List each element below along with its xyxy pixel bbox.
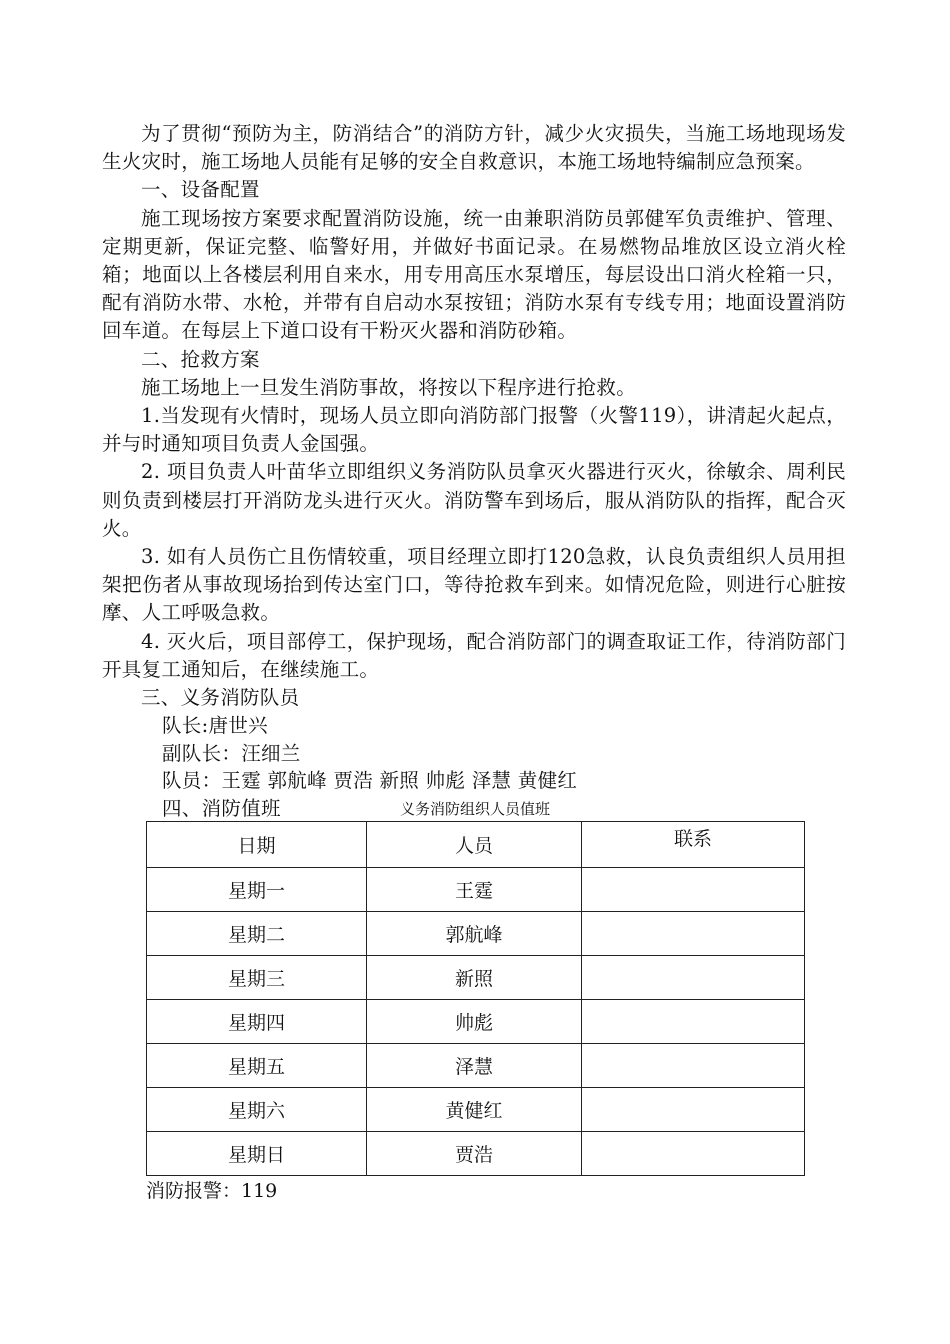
table-row [147,1088,805,1132]
table-row [147,1044,805,1088]
rescue-step-1: 1.当发现有火情时，现场人员立即向消防部门报警（火警119），讲清起火起点，并与时通知项目负责人金国强。 [102,404,846,456]
contact-cell [582,1132,805,1176]
contact-cell [582,956,805,1000]
captain-line: 队长:唐世兴 [162,714,268,738]
duty-table [146,821,805,1176]
intro-paragraph: 为了贯彻“预防为主，防消结合”的消防方针，减少火灾损失，当施工场地现场发生火灾时，施工场地人员能有足够的安全自救意识，本施工场地特编制应急预案。 [102,122,846,174]
table-row [147,1132,805,1176]
person-cell: 贾浩 [367,1132,582,1176]
contact-cell [582,1044,805,1088]
contact-cell [582,912,805,956]
person-cell: 泽慧 [367,1044,582,1088]
rescue-step-3: 3. 如有人员伤亡且伤情较重，项目经理立即打120急救，认良负责组织人员用担架把伤者从事故现场抬到传达室门口，等待抢救车到来。如情况危险，则进行心脏按摩、人工呼吸急救。 [102,545,846,625]
header-contact: 联系 [582,822,805,868]
section-heading-volunteers: 三、义务消防队员 [141,686,300,710]
duty-table-title: 义务消防组织人员值班 [399,800,550,818]
document-body [102,120,846,822]
vice-captain-line: 副队长：汪细兰 [162,741,301,765]
day-cell: 星期三 [147,956,367,1000]
table-row [147,912,805,956]
person-cell: 新照 [367,956,582,1000]
equipment-paragraph: 施工现场按方案要求配置消防设施，统一由兼职消防员郭健军负责维护、管理、定期更新，保证完整、临警好用，并做好书面记录。在易燃物品堆放区设立消火栓箱；地面以上各楼层利用自来水，用专用高压水泵增压，每层设出口消火栓箱一只，配有消防水带、水枪，并带有自启动水泵按钮；消防水泵有专线专用；地面设置消防回车道。在每层上下道口设有干粉灭火器和消防砂箱。 [102,206,846,343]
header-person: 人员 [367,822,582,868]
rescue-step-2: 2. 项目负责人叶苗华立即组织义务消防队员拿灭火器进行灭火，徐敏余、周利民则负责到楼层打开消防龙头进行灭火。消防警车到场后，服从消防队的指挥，配合灭火。 [102,460,846,540]
day-cell: 星期四 [147,1000,367,1044]
day-cell: 星期六 [147,1088,367,1132]
table-row [147,956,805,1000]
contact-cell [582,1088,805,1132]
table-row [147,1000,805,1044]
members-line: 队员：王霆 郭航峰 贾浩 新照 帅彪 泽慧 黄健红 [162,769,578,793]
rescue-step-4: 4. 灭火后，项目部停工，保护现场，配合消防部门的调查取证工作，待消防部门开具复工通知后，在继续施工。 [102,629,846,681]
person-cell: 王霆 [367,868,582,912]
section-heading-rescue: 二、抢救方案 [141,347,260,371]
person-cell: 郭航峰 [367,912,582,956]
rescue-lead-paragraph: 施工场地上一旦发生消防事故，将按以下程序进行抢救。 [141,375,637,399]
section-heading-duty: 四、消防值班 [162,796,281,820]
table-header-row [147,822,805,868]
header-date: 日期 [147,822,367,868]
contact-cell [582,1000,805,1044]
day-cell: 星期二 [147,912,367,956]
section-heading-equipment: 一、设备配置 [141,178,260,202]
fire-alarm-number: 消防报警：119 [146,1180,278,1202]
day-cell: 星期五 [147,1044,367,1088]
person-cell: 黄健红 [367,1088,582,1132]
table-row [147,868,805,912]
contact-cell [582,868,805,912]
day-cell: 星期日 [147,1132,367,1176]
person-cell: 帅彪 [367,1000,582,1044]
day-cell: 星期一 [147,868,367,912]
